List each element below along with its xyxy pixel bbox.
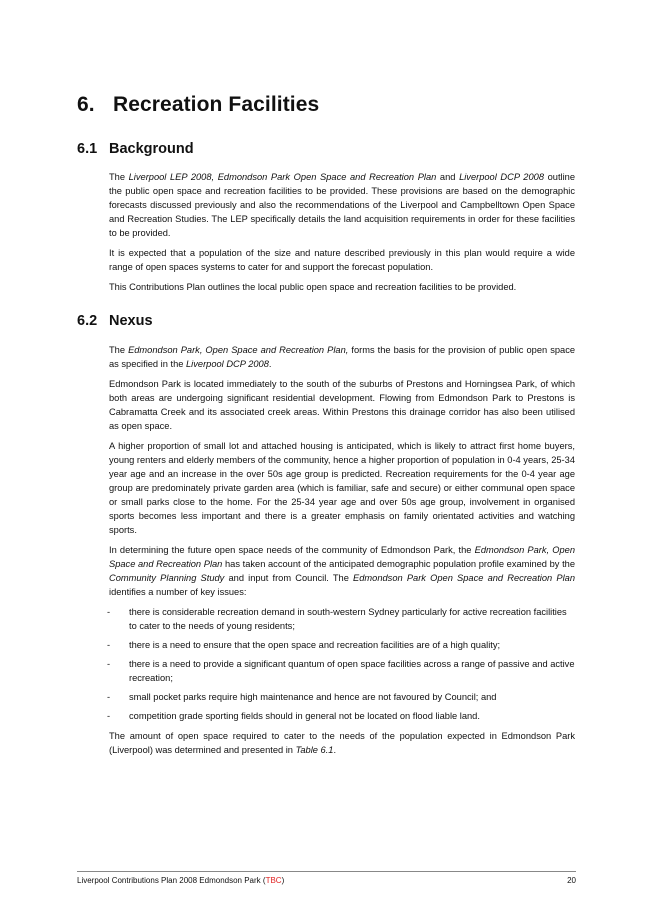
page-number: 20: [567, 876, 576, 885]
list-item: [109, 657, 575, 685]
list-item: [109, 709, 575, 723]
italic-ref: Edmondson Park, Open Space and Recreation Plan: [109, 545, 575, 569]
list-item-text: competition grade sporting fields should in general not be located on flood liable land.: [129, 711, 480, 721]
list-item: [109, 638, 575, 652]
text-run: The amount of open space required to cater to the needs of the population expected in Edmondson Park (Liverpool) was determined and presented in: [109, 731, 575, 755]
italic-ref: Table 6.1: [295, 745, 334, 755]
chapter-title: Recreation Facilities: [112, 93, 320, 116]
key-issues-list: [109, 605, 575, 723]
text-run: and input from Council. The: [224, 573, 354, 583]
nexus-paragraph-5: [109, 729, 575, 757]
list-item-text: there is considerable recreation demand in south-western Sydney particularly for active recreation facilities to cater to the needs of young residents;: [129, 607, 567, 631]
bullet-dash: -: [107, 659, 111, 669]
bullet-dash: -: [107, 607, 111, 617]
text-run: outline the public open space and recreation facilities to be provided. These provisions are based on the demographic forecasts discussed previously and also the recommendations of the Liverpool and Campbelltown Open Space and Recreation Studies. The LEP specifically details the land acquisition requirements in order for these facilities to be provided.: [109, 172, 575, 238]
italic-ref: Liverpool LEP 2008, Edmondson Park Open Space and Recreation Plan: [128, 172, 437, 182]
section-heading-nexus: [77, 313, 153, 329]
text-run: forms the basis for the provision of public open space as specified in the: [109, 345, 576, 369]
text-run: The: [109, 345, 129, 355]
section-number: 6.2: [77, 313, 98, 329]
chapter-heading: [77, 93, 319, 117]
footer-text: ): [281, 876, 285, 885]
italic-ref: Liverpool DCP 2008: [186, 359, 269, 369]
list-item-text: there is a need to ensure that the open space and recreation facilities are of a high quality;: [129, 640, 501, 650]
list-item: [109, 605, 575, 633]
text-run: In determining the future open space needs of the community of Edmondson Park, the: [109, 545, 475, 555]
background-paragraph-1: The Liverpool LEP 2008, Edmondson Park Open Space and Recreation Plan and Liverpool DCP 2008 outline the public open space and recreation facilities to be provided. These provisions are based on the demographic forecasts discussed previously and also the recommendations of the Liverpool and Campbelltown Open Space and Recreation Studies. The LEP specifically details the land acquisition requirements in order for these facilities to be provided.: [109, 172, 575, 238]
list-item: [109, 690, 575, 704]
tbc-marker: TBC: [265, 876, 282, 885]
footer-divider: [77, 871, 576, 872]
text-run: identifies a number of key issues:: [109, 587, 247, 597]
nexus-paragraph-4: [109, 543, 575, 599]
bullet-dash: -: [107, 711, 111, 721]
background-paragraph-3: This Contributions Plan outlines the local public open space and recreation facilities to be provided.: [109, 282, 517, 292]
section-number: 6.1: [77, 141, 98, 157]
nexus-paragraph-1: [109, 343, 575, 371]
background-paragraph-2: It is expected that a population of the size and nature described previously in this plan would require a wide range of open spaces systems to cater for and support the forecast population.: [109, 248, 575, 272]
nexus-paragraph-3: A higher proportion of small lot and attached housing is anticipated, which is likely to attract first home buyers, young renters and elderly members of the community, hence a higher proportion of population in 0-4 years, 25-34 year age and an increase in the over 50s age group is predicted. Recreation requirements for the 0-4 year age group are predominately private garden area (which is familiar, safe and secure) or either communal open space or small parks close to the home. For the 25-34 year age and over 50s age group, involvement in organised sports becomes less important and there is a greater emphasis on family orientated activities and watching sports.: [109, 441, 575, 535]
italic-ref: Liverpool DCP 2008: [459, 172, 544, 182]
bullet-dash: -: [107, 692, 111, 702]
text-run: .: [268, 359, 272, 369]
text-run: and: [436, 172, 460, 182]
nexus-body: [109, 343, 575, 763]
chapter-number: 6.: [77, 93, 95, 116]
section-heading-background: [77, 141, 194, 157]
background-body: [109, 170, 575, 300]
footer-document-title: [77, 876, 284, 885]
section-title: Nexus: [109, 313, 153, 329]
footer-text: Liverpool Contributions Plan 2008 Edmondson Park (: [77, 876, 266, 885]
bullet-dash: -: [107, 640, 111, 650]
text-run: .: [333, 745, 337, 755]
nexus-paragraph-2: Edmondson Park is located immediately to the south of the suburbs of Prestons and Horningsea Park, of which both areas are undergoing significant residential development. Flowing from Edmondson Park to Prestons is Cabramatta Creek and its associated creek areas. Within Prestons this drainage corridor has also been utilised as open space.: [109, 379, 575, 431]
italic-ref: Edmondson Park, Open Space and Recreation Plan,: [128, 345, 349, 355]
list-item-text: there is a need to provide a significant quantum of open space facilities across a range of passive and active recreation;: [129, 659, 575, 683]
italic-ref: Community Planning Study: [109, 573, 225, 583]
list-item-text: small pocket parks require high maintenance and hence are not favoured by Council; and: [129, 692, 497, 702]
text-run: has taken account of the anticipated demographic population profile examined by the: [222, 559, 575, 569]
section-title: Background: [109, 141, 194, 157]
italic-ref: Edmondson Park Open Space and Recreation Plan: [353, 573, 575, 583]
